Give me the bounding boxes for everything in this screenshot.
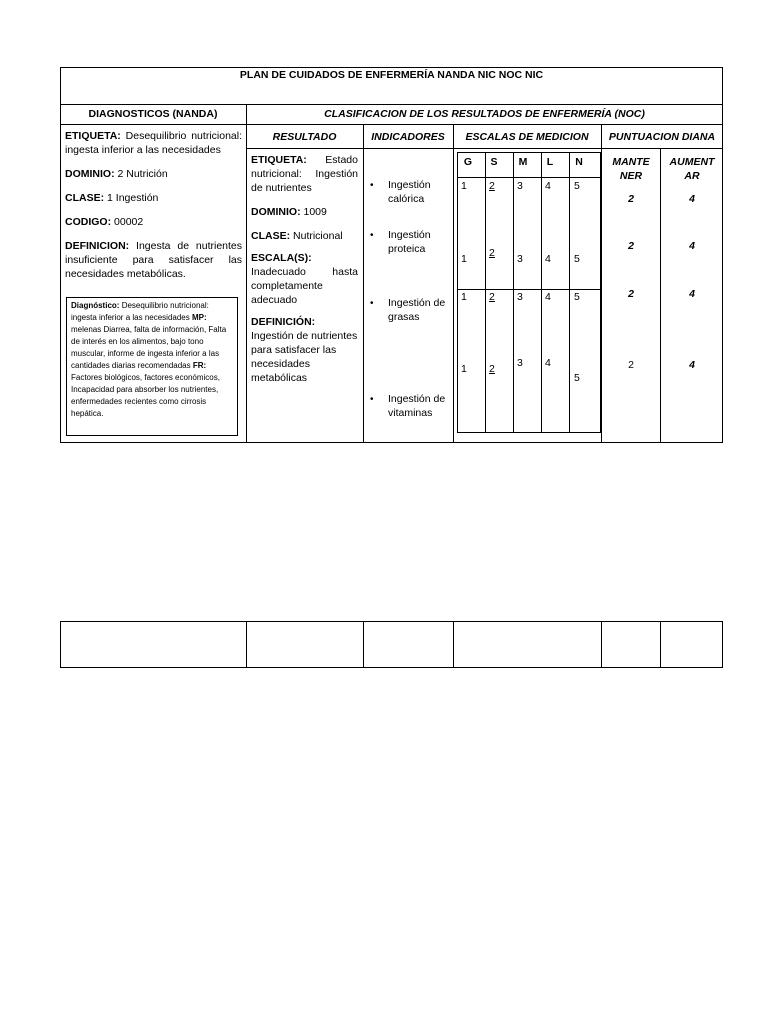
scale-header: M bbox=[518, 156, 528, 168]
scale-value: 3 bbox=[517, 253, 523, 265]
indicator-item: Ingestión proteica bbox=[388, 229, 431, 255]
divider bbox=[60, 124, 723, 125]
divider bbox=[453, 124, 454, 443]
scale-value: 3 bbox=[517, 180, 523, 192]
scale-value: 5 bbox=[574, 291, 580, 303]
bullet-icon: • bbox=[370, 230, 374, 241]
diana-mantener: 2 bbox=[628, 240, 634, 252]
noc-header: CLASIFICACION DE LOS RESULTADOS DE ENFERMERÍA (NOC) bbox=[324, 108, 645, 120]
scale-value: 1 bbox=[461, 180, 467, 192]
nanda-definicion: DEFINICION: Ingesta de nutrientes insuficiente para satisfacer las necesidades metabólicas. bbox=[65, 240, 243, 280]
diana-mantener: 2 bbox=[628, 359, 634, 371]
diana-aumentar: 4 bbox=[689, 193, 695, 205]
scale-value: 3 bbox=[517, 291, 523, 303]
diana-header-mantener: MANTENER bbox=[612, 156, 650, 182]
diana-aumentar: 4 bbox=[689, 288, 695, 300]
scale-header: N bbox=[575, 156, 583, 168]
indicator-item: Ingestión de vitaminas bbox=[388, 393, 446, 419]
divider bbox=[569, 152, 570, 433]
scale-value: 5 bbox=[574, 253, 580, 265]
divider bbox=[363, 621, 364, 668]
divider bbox=[457, 289, 601, 290]
col-header-resultado: RESULTADO bbox=[272, 131, 337, 143]
divider bbox=[60, 104, 723, 105]
divider bbox=[246, 104, 247, 443]
scale-value: 5 bbox=[574, 372, 580, 384]
scale-value: 4 bbox=[545, 253, 551, 265]
empty-table bbox=[60, 621, 723, 668]
divider bbox=[660, 621, 661, 668]
nanda-content bbox=[65, 129, 242, 281]
indicator-item: Ingestión de grasas bbox=[388, 297, 446, 323]
scale-value: 4 bbox=[545, 357, 551, 369]
divider bbox=[246, 148, 723, 149]
col-header-indicadores: INDICADORES bbox=[371, 131, 445, 143]
bullet-icon: • bbox=[370, 298, 374, 309]
col-header-escalas: ESCALAS DE MEDICION bbox=[465, 131, 589, 143]
noc-dominio: DOMINIO: 1009 bbox=[251, 206, 327, 218]
divider bbox=[513, 152, 514, 433]
nanda-etiqueta: ETIQUETA: Desequilibrio nutricional: ingesta inferior a las necesidades bbox=[65, 130, 242, 156]
divider bbox=[601, 621, 602, 668]
divider bbox=[246, 621, 247, 668]
col-header-puntuacion: PUNTUACION DIANA bbox=[608, 131, 716, 143]
nanda-header: DIAGNOSTICOS (NANDA) bbox=[88, 108, 218, 120]
diana-header-aumentar: AUMENTAR bbox=[669, 156, 715, 182]
diana-mantener: 2 bbox=[628, 288, 634, 300]
diana-aumentar: 4 bbox=[689, 240, 695, 252]
scale-value: 2 bbox=[489, 363, 495, 375]
scale-value: 4 bbox=[545, 291, 551, 303]
diagnosis-box: Diagnóstico: Desequilibrio nutricional: ingesta inferior a las necesidades MP: melenas Diarrea, falta de información, Falta de interés en los alimentos, bajo tono muscular, informe de ingesta inferior a las cantidades diarias recomendadas FR: Factores biológicos, factores económicos, Incapacidad para absorber los nutrientes, enfermedades recientes como cirrosis hepática. bbox=[66, 297, 238, 436]
scale-value: 4 bbox=[545, 180, 551, 192]
divider bbox=[453, 621, 454, 668]
scale-value: 1 bbox=[461, 363, 467, 375]
divider bbox=[457, 177, 601, 178]
diana-mantener: 2 bbox=[628, 193, 634, 205]
scale-header: G bbox=[463, 156, 473, 168]
nanda-clase: CLASE: 1 Ingestión bbox=[65, 192, 159, 204]
scale-value: 3 bbox=[517, 357, 523, 369]
nanda-dominio: DOMINIO: 2 Nutrición bbox=[65, 168, 168, 180]
noc-content bbox=[251, 153, 358, 385]
scale-value: 2 bbox=[489, 247, 495, 259]
noc-escala: ESCALA(S): Inadecuado hasta completamente adecuado bbox=[251, 252, 358, 306]
document-title: PLAN DE CUIDADOS DE ENFERMERÍA NANDA NIC NOC NIC bbox=[239, 69, 544, 81]
noc-definicion: DEFINICIÓN: Ingestión de nutrientes para satisfacer las necesidades metabólicas bbox=[251, 316, 358, 384]
scale-value: 2 bbox=[489, 180, 495, 192]
scale-value: 5 bbox=[574, 180, 580, 192]
indicator-item: Ingestión calórica bbox=[388, 179, 431, 205]
scale-value: 2 bbox=[489, 291, 495, 303]
divider bbox=[541, 152, 542, 433]
noc-clase: CLASE: Nutricional bbox=[251, 230, 343, 242]
scale-header: S bbox=[490, 156, 498, 168]
divider bbox=[363, 124, 364, 443]
bullet-icon: • bbox=[370, 180, 374, 191]
scale-header: L bbox=[546, 156, 554, 168]
bullet-icon: • bbox=[370, 394, 374, 405]
diana-aumentar: 4 bbox=[689, 359, 695, 371]
scale-value: 1 bbox=[461, 291, 467, 303]
scale-value: 1 bbox=[461, 253, 467, 265]
divider bbox=[485, 152, 486, 433]
nanda-codigo: CODIGO: 00002 bbox=[65, 216, 144, 228]
noc-etiqueta: ETIQUETA: Estado nutricional: Ingestión de nutrientes bbox=[251, 154, 358, 194]
